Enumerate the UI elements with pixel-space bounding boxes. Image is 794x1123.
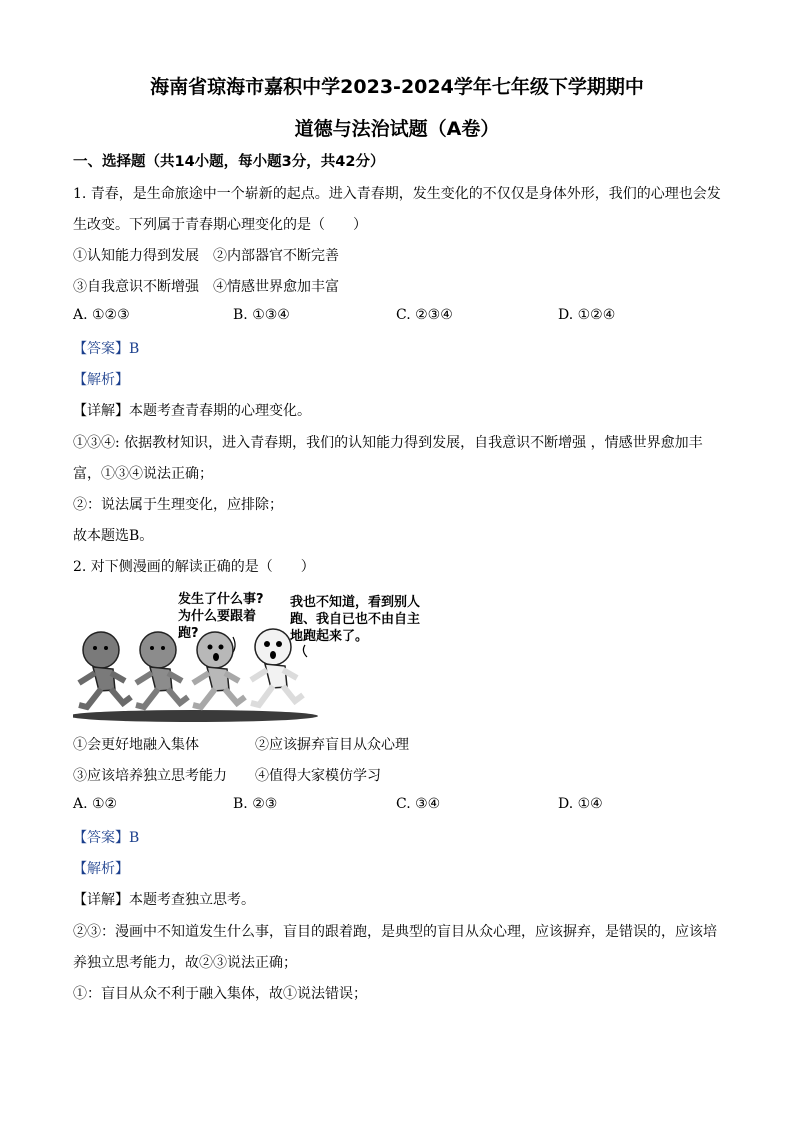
bubble-left-line-3: 跑? xyxy=(178,626,199,641)
section-heading: 一、选择题（共14小题，每小题3分，共42分） xyxy=(73,154,385,170)
q1-conclusion: 故本题选B。 xyxy=(73,528,154,544)
bubble-right-line-1: 我也不知道，看到别人 xyxy=(290,595,421,610)
document-title-line-2: 道德与法治试题（A卷） xyxy=(294,118,500,140)
q2-option-a: A. ①② xyxy=(73,796,118,812)
q1-answer: 【答案】B xyxy=(73,341,140,357)
q2-detail: 【详解】本题考查独立思考。 xyxy=(73,892,255,908)
q2-explain-line-3: ①：盲目从众不利于融入集体，故①说法错误； xyxy=(73,986,367,1002)
ground-shadow xyxy=(73,710,318,722)
q2-statements-line-2: ③应该培养独立思考能力 ④值得大家模仿学习 xyxy=(73,768,381,784)
q1-statements-line-1: ①认知能力得到发展 ②内部器官不断完善 xyxy=(73,248,339,264)
q2-option-d: D. ①④ xyxy=(558,796,603,812)
q2-explain-line-2: 养独立思考能力，故②③说法正确； xyxy=(73,955,297,971)
q1-option-c: C. ②③④ xyxy=(396,307,453,323)
q1-option-b: B. ①③④ xyxy=(233,307,290,323)
bubble-left-line-2: 为什么要跟着 xyxy=(178,609,257,624)
document-title-line-1: 海南省琼海市嘉积中学2023-2024学年七年级下学期期中 xyxy=(150,76,644,98)
q2-stem: 2. 对下侧漫画的解读正确的是（ ） xyxy=(73,559,315,575)
comic-running-crowd-image xyxy=(73,585,373,725)
q1-explain-line-1: ①③④: 依据教材知识，进入青春期，我们的认知能力得到发展，自我意识不断增强 ，情感世界愈加丰 xyxy=(73,435,703,451)
q1-analysis-tag: 【解析】 xyxy=(73,372,129,388)
q2-analysis-tag: 【解析】 xyxy=(73,861,129,877)
bubble-left-line-1: 发生了什么事? xyxy=(178,592,264,607)
bubble-right-line-3: 地跑起来了。 xyxy=(290,629,369,644)
q1-stem-line-2: 生改变。下列属于青春期心理变化的是（ ） xyxy=(73,217,367,233)
q2-option-b: B. ②③ xyxy=(233,796,278,812)
q1-explain-line-2: 富，①③④说法正确； xyxy=(73,466,213,482)
bubble-right-tail xyxy=(303,645,307,657)
running-figure-1 xyxy=(79,632,131,707)
q1-stem-line-1: 1. 青春，是生命旅途中一个崭新的起点。进入青春期，发生变化的不仅仅是身体外形，我们的心理也会发 xyxy=(73,186,721,202)
running-figure-2 xyxy=(136,632,188,707)
q2-explain-line-1: ②③：漫画中不知道发生什么事，盲目的跟着跑，是典型的盲目从众心理，应该摒弃，是错误的，应该培 xyxy=(73,924,717,940)
bubble-right-line-2: 跑、我自已也不由自主 xyxy=(290,612,421,627)
q1-detail: 【详解】本题考查青春期的心理变化。 xyxy=(73,403,311,419)
running-figure-4 xyxy=(251,629,303,705)
q2-answer: 【答案】B xyxy=(73,830,140,846)
q2-option-c: C. ③④ xyxy=(396,796,441,812)
q2-statements-line-1: ①会更好地融入集体 ②应该摒弃盲目从众心理 xyxy=(73,737,409,753)
running-figure-3 xyxy=(193,632,245,707)
q1-explain-line-3: ②：说法属于生理变化，应排除； xyxy=(73,497,283,513)
q1-option-d: D. ①②④ xyxy=(558,307,616,323)
q1-statements-line-2: ③自我意识不断增强 ④情感世界愈加丰富 xyxy=(73,279,339,295)
q1-option-a: A. ①②③ xyxy=(73,307,130,323)
